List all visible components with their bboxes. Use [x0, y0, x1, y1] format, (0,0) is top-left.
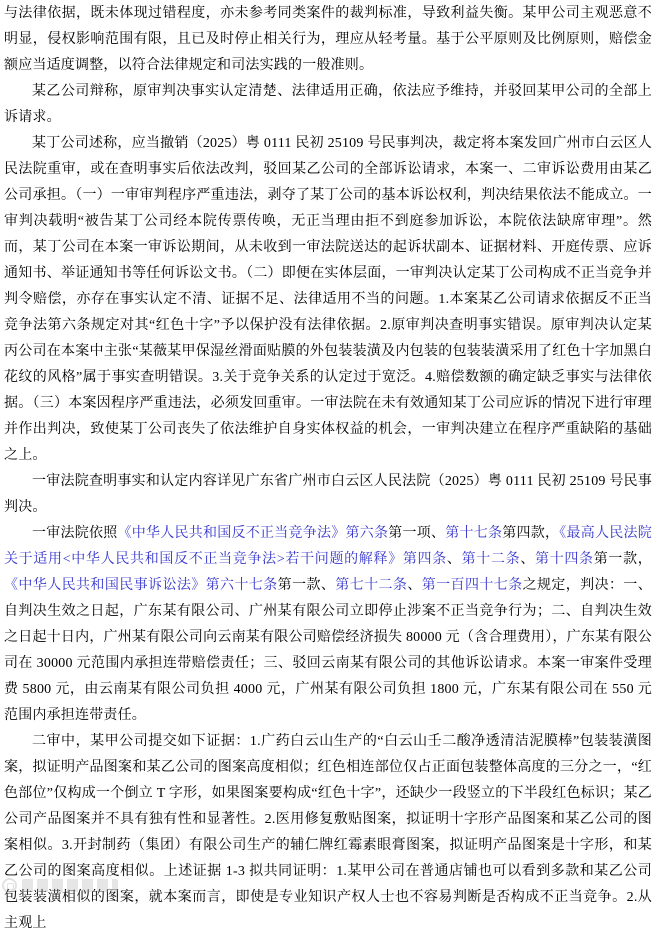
law-reference-link[interactable]: 第十四条	[535, 552, 594, 567]
text-segment: 某丁公司述称，应当撤销（2025）粤 0111 民初 25109 号民事判决，裁定将本案发回广州市白云区人民法院重审，或在查明事实后依法改判，驳回某乙公司的全部诉讼请求，本案一、二审诉讼费用由某乙公司承担。（一）一审审判程序严重违法，剥夺了某丁公司的基本诉讼权利，判决结果依法不能成立。一审判决载明“被告某丁公司经本院传票传唤，无正当理由拒不到庭参加诉讼，本院依法缺席审理”。然而，某丁公司在本案一审诉讼期间，从未收到一审法院送达的起诉状副本、证据材料、开庭传票、应诉通知书、举证通知书等任何诉讼文书。（二）即便在实体层面，一审判决认定某丁公司构成不正当竞争并判令赔偿，亦存在事实认定不清、证据不足、法律适用不当的问题。1.本案某乙公司请求依据反不正当竞争法第六条规定对其“红色十字”予以保护没有法律依据。2.原审判决查明事实错误。原审判决认定某丙公司在本案中主张“某薇某甲保湿丝滑面贴膜的外包装装潢及内包装的包装装潢采用了红色十字加黑白花纹的风格”属于事实查明错误。3.关于竞争关系的认定过于宽泛。4.赔偿数额的确定缺乏事实与法律依据。（三）本案因程序严重违法，必须发回重审。一审法院在未有效通知某丁公司应诉的情况下进行审理并作出判决，致使某丁公司丧失了依法维护自身实体权益的机会，一审判决建立在程序严重缺陷的基础之上。	[4, 136, 652, 463]
law-reference-link[interactable]: 《最高人民法院关于适用<中华人民共和国反不正当竞争法>若干问题的解释》第四条	[4, 526, 652, 567]
text-segment: 一审法院依照	[32, 526, 118, 541]
law-reference-link[interactable]: 第十二条	[461, 552, 521, 567]
text-segment: 第一项、	[388, 526, 446, 541]
paragraph-1	[4, 1, 652, 79]
text-segment: 第四款，	[502, 526, 560, 541]
paragraph-5	[4, 521, 652, 729]
law-reference-link[interactable]: 第一百四十七条	[421, 578, 523, 593]
paragraph-3	[4, 131, 652, 469]
text-segment: 、	[407, 578, 422, 593]
text-segment: 与法律依据，既未体现过错程度，亦未参考同类案件的裁判标准，导致利益失衡。某甲公司主观恶意不明显，侵权影响范围有限，且已及时停止相关行为，理应从轻考量。基于公平原则及比例原则，赔偿金额应当适度调整，以符合法律规定和司法实践的一般准则。	[4, 6, 652, 73]
paragraph-6	[4, 729, 652, 937]
text-segment: 第一款，	[593, 552, 652, 567]
text-segment: 一审法院查明事实和认定内容详见广东省广州市白云区人民法院（2025）粤 0111 民初 25109 号民事判决。	[4, 474, 652, 515]
paragraph-4	[4, 469, 652, 521]
law-reference-link[interactable]: 《中华人民共和国反不正当竞争法》第六条	[117, 526, 389, 541]
text-segment: 第一款、	[277, 578, 336, 593]
text-segment: 之规定，判决：一、自判决生效之日起，广东某有限公司、广州某有限公司立即停止涉案不正当竞争行为；二、自判决生效之日起十日内，广州某有限公司向云南某有限公司赔偿经济损失 80000 元（含合理费用），广东某有限公司在 30000 元范围内承担连带赔偿责任；三、驳回云南某有限公司的其他诉讼请求。本案一审案件受理费 5800 元，由云南某有限公司负担 4000 元，广州某有限公司负担 1800 元，广东某有限公司在 550 元范围内承担连带责任。	[4, 578, 652, 723]
law-reference-link[interactable]: 第七十二条	[335, 578, 408, 593]
text-segment: 某乙公司辩称，原审判决事实认定清楚、法律适用正确，依法应予维持，并驳回某甲公司的全部上诉请求。	[4, 84, 652, 125]
law-reference-link[interactable]: 第十七条	[445, 526, 503, 541]
paragraph-2	[4, 79, 652, 131]
text-segment: 二审中，某甲公司提交如下证据：1.广药白云山生产的“白云山壬二酸净透清洁泥膜棒”包装装潢图案，拟证明产品图案和某乙公司的图案高度相似；红色相连部位仅占正面包装整体高度的三分之一，“红色部位”仅构成一个倒立 T 字形，如果图案要构成“红色十字”，还缺少一段竖立的下半段红色标识；某乙公司产品图案并不具有独有性和显著性。2.医用修复敷贴图案，拟证明十字形产品图案和某乙公司的图案相似。3.开封制药（集团）有限公司生产的辅仁牌红霉素眼膏图案，拟证明产品图案是十字形，和某乙公司的图案高度相似。上述证据 1-3 拟共同证明：1.某甲公司在普通店铺也可以看到多款和某乙公司包装装潢相似的图案，就本案而言，即使是专业知识产权人士也不容易判断是否构成不正当竞争。2.从主观上	[4, 734, 652, 931]
law-reference-link[interactable]: 《中华人民共和国民事诉讼法》第六十七条	[4, 578, 278, 593]
text-segment: 、	[520, 552, 536, 567]
text-segment: 、	[446, 552, 462, 567]
